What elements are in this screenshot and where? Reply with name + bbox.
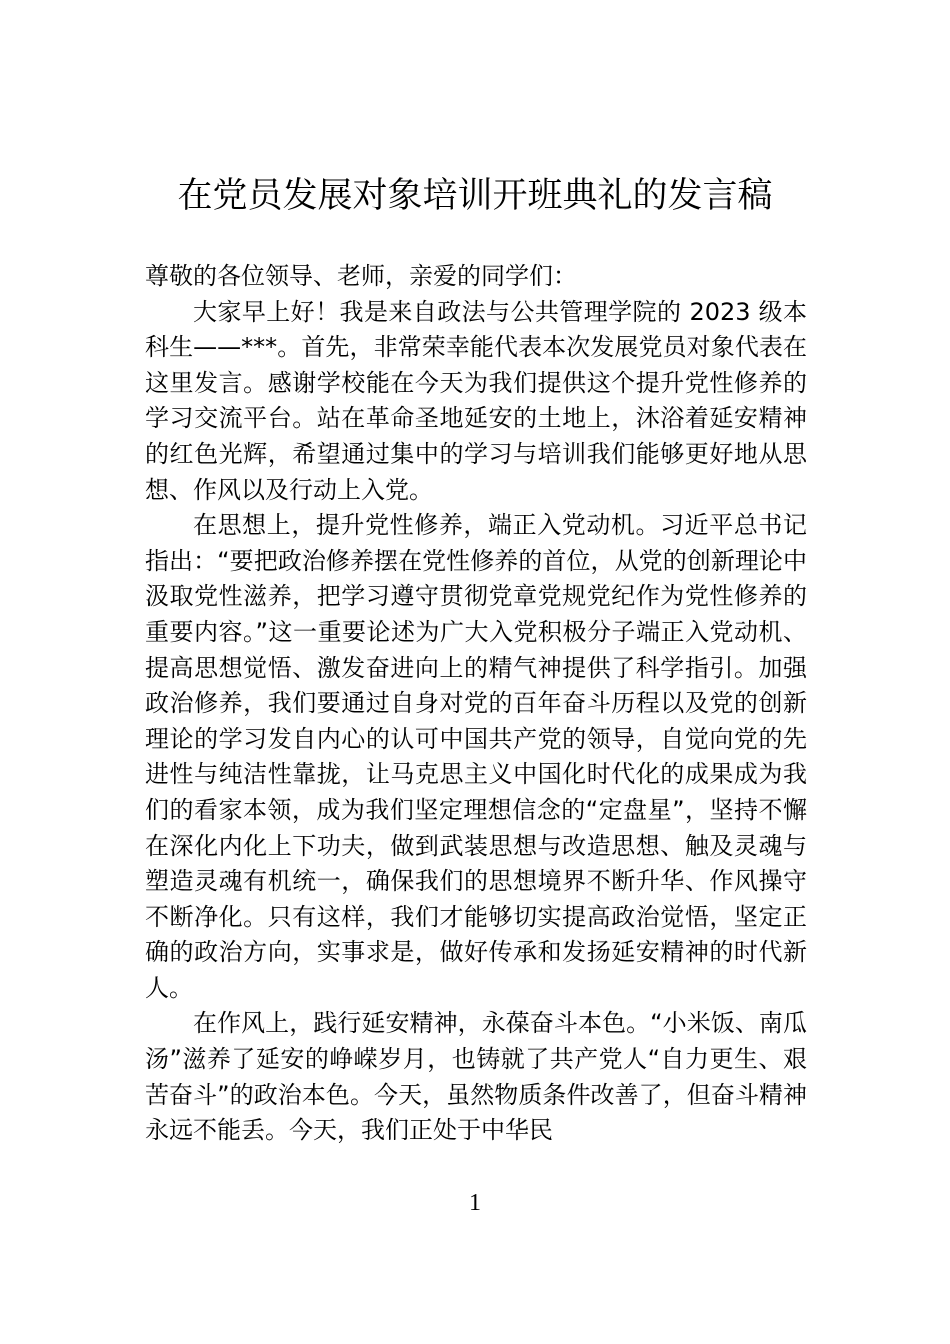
salutation-line: 尊敬的各位领导、老师，亲爱的同学们： xyxy=(145,262,577,290)
document-body xyxy=(145,259,807,1149)
page-number: 1 xyxy=(469,1190,481,1216)
paragraph-ideology: 在思想上，提升党性修养，端正入党动机。习近平总书记指出：“要把政治修养摆在党性修养的首位，从党的创新理论中汲取党性滋养，把学习遵守贯彻党章党规党纪作为党性修养的重要内容。”这一重要论述为广大入党积极分子端正入党动机、提高思想觉悟、激发奋进向上的精气神提供了科学指引。加强政治修养，我们要通过自身对党的百年奋斗历程以及党的创新理论的学习发自内心的认可中国共产党的领导，自觉向党的先进性与纯洁性靠拢，让马克思主义中国化时代化的成果成为我们的看家本领，成为我们坚定理想信念的“定盘星”，坚持不懈在深化内化上下功夫，做到武装思想与改造思想、触及灵魂与塑造灵魂有机统一，确保我们的思想境界不断升华、作风操守不断净化。只有这样，我们才能够切实提高政治觉悟，坚定正确的政治方向，实事求是，做好传承和发扬延安精神的时代新人。 xyxy=(145,511,807,1002)
paragraph-introduction: 大家早上好！我是来自政法与公共管理学院的 2023 级本科生——***。首先，非常荣幸能代表本次发展党员对象代表在这里发言。感谢学校能在今天为我们提供这个提升党性修养的学习交流平台。站在革命圣地延安的土地上，沐浴着延安精神的红色光辉，希望通过集中的学习与培训我们能够更好地从思想、作风以及行动上入党。 xyxy=(145,297,807,504)
document-title: 在党员发展对象培训开班典礼的发言稿 xyxy=(177,176,773,216)
paragraph-work-style: 在作风上，践行延安精神，永葆奋斗本色。“小米饭、南瓜汤”滋养了延安的峥嵘岁月，也铸就了共产党人“自力更生、艰苦奋斗”的政治本色。今天，虽然物质条件改善了，但奋斗精神永远不能丢。今天，我们正处于中华民 xyxy=(145,1009,807,1145)
